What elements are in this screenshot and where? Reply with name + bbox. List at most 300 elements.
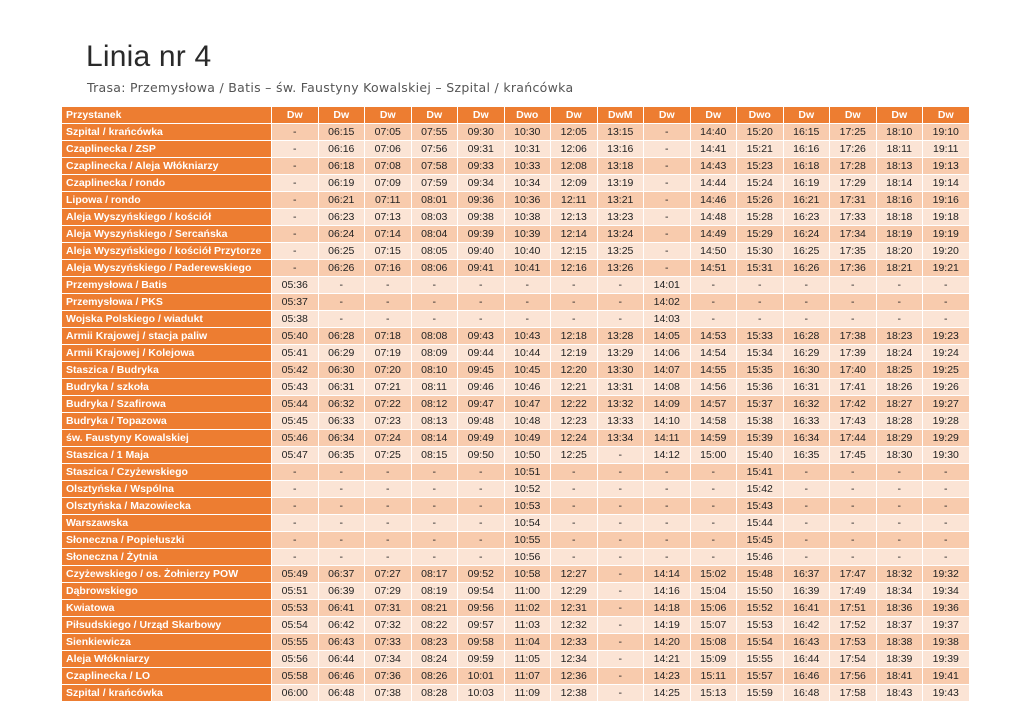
departure-time: 18:43 (876, 685, 923, 702)
departure-time: 17:51 (830, 600, 877, 617)
departure-time: 07:05 (365, 124, 412, 141)
departure-time: 15:53 (737, 617, 784, 634)
departure-time: - (411, 277, 458, 294)
departure-time: - (876, 532, 923, 549)
departure-time: - (272, 481, 319, 498)
departure-time: 07:56 (411, 141, 458, 158)
departure-time: 17:43 (830, 413, 877, 430)
departure-time: 16:35 (783, 447, 830, 464)
departure-time: - (923, 464, 970, 481)
departure-time: 13:32 (597, 396, 644, 413)
departure-time: 09:44 (458, 345, 505, 362)
departure-time: - (644, 226, 691, 243)
departure-time: 18:23 (876, 328, 923, 345)
departure-time: 19:23 (923, 328, 970, 345)
table-row (62, 583, 970, 600)
departure-time: 14:50 (690, 243, 737, 260)
departure-time: 15:57 (737, 668, 784, 685)
departure-time: 10:45 (504, 362, 551, 379)
table-row (62, 277, 970, 294)
departure-time: 07:13 (365, 209, 412, 226)
departure-time: 18:19 (876, 226, 923, 243)
departure-time: - (272, 175, 319, 192)
departure-time: 15:04 (690, 583, 737, 600)
departure-time: 14:10 (644, 413, 691, 430)
departure-time: 18:39 (876, 651, 923, 668)
table-row (62, 226, 970, 243)
departure-time: - (876, 549, 923, 566)
table-row (62, 600, 970, 617)
table-row (62, 566, 970, 583)
departure-time: 09:57 (458, 617, 505, 634)
departure-time: - (644, 175, 691, 192)
departure-time: 15:31 (737, 260, 784, 277)
departure-time: - (597, 481, 644, 498)
departure-time: 07:59 (411, 175, 458, 192)
departure-time: 16:26 (783, 260, 830, 277)
departure-time: 16:37 (783, 566, 830, 583)
departure-time: 15:29 (737, 226, 784, 243)
departure-time: 13:15 (597, 124, 644, 141)
departure-time: - (830, 498, 877, 515)
departure-time: 09:36 (458, 192, 505, 209)
stop-name: Słoneczna / Żytnia (62, 549, 272, 566)
departure-time: 09:56 (458, 600, 505, 617)
departure-time: 14:48 (690, 209, 737, 226)
departure-time: 14:07 (644, 362, 691, 379)
departure-time: 19:39 (923, 651, 970, 668)
departure-time: - (551, 498, 598, 515)
departure-time: 05:36 (272, 277, 319, 294)
departure-time: 11:03 (504, 617, 551, 634)
departure-time: 06:39 (318, 583, 365, 600)
stop-name: Czaplinecka / rondo (62, 175, 272, 192)
departure-time: 07:32 (365, 617, 412, 634)
departure-time: - (923, 515, 970, 532)
departure-time: 11:09 (504, 685, 551, 702)
departure-time: 16:33 (783, 413, 830, 430)
departure-time: 07:20 (365, 362, 412, 379)
departure-time: - (318, 481, 365, 498)
stop-name: Staszica / Czyżewskiego (62, 464, 272, 481)
departure-time: 19:34 (923, 583, 970, 600)
stop-name: Armii Krajowej / stacja paliw (62, 328, 272, 345)
departure-time: - (830, 311, 877, 328)
departure-time: 17:33 (830, 209, 877, 226)
departure-time: 12:15 (551, 243, 598, 260)
departure-time: 17:54 (830, 651, 877, 668)
departure-time: 07:06 (365, 141, 412, 158)
departure-time: - (365, 294, 412, 311)
departure-time: 16:19 (783, 175, 830, 192)
departure-time: 19:14 (923, 175, 970, 192)
departure-time: 17:53 (830, 634, 877, 651)
stop-name: Warszawska (62, 515, 272, 532)
departure-time: 15:26 (737, 192, 784, 209)
departure-time: 15:41 (737, 464, 784, 481)
departure-time: 10:41 (504, 260, 551, 277)
departure-time: - (597, 294, 644, 311)
departure-time: 12:22 (551, 396, 598, 413)
table-row (62, 634, 970, 651)
departure-time: 14:19 (644, 617, 691, 634)
departure-time: - (272, 532, 319, 549)
table-row (62, 294, 970, 311)
departure-time: - (272, 192, 319, 209)
departure-time: - (597, 583, 644, 600)
course-column-header: Dw (830, 107, 877, 124)
stop-name: Aleja Wyszyńskiego / kościół (62, 209, 272, 226)
departure-time: - (551, 464, 598, 481)
departure-time: 19:38 (923, 634, 970, 651)
departure-time: 07:33 (365, 634, 412, 651)
departure-time: 16:48 (783, 685, 830, 702)
departure-time: 16:16 (783, 141, 830, 158)
departure-time: - (597, 311, 644, 328)
departure-time: 08:04 (411, 226, 458, 243)
departure-time: 14:46 (690, 192, 737, 209)
departure-time: 06:31 (318, 379, 365, 396)
departure-time: 09:43 (458, 328, 505, 345)
departure-time: 13:30 (597, 362, 644, 379)
departure-time: 15:48 (737, 566, 784, 583)
departure-time: 14:05 (644, 328, 691, 345)
departure-time: 07:36 (365, 668, 412, 685)
departure-time: 18:13 (876, 158, 923, 175)
departure-time: 07:25 (365, 447, 412, 464)
departure-time: 18:16 (876, 192, 923, 209)
departure-time: 12:34 (551, 651, 598, 668)
departure-time: 07:27 (365, 566, 412, 583)
departure-time: 17:31 (830, 192, 877, 209)
departure-time: 05:45 (272, 413, 319, 430)
departure-time: 15:40 (737, 447, 784, 464)
departure-time: - (597, 566, 644, 583)
departure-time: 14:09 (644, 396, 691, 413)
departure-time: - (597, 634, 644, 651)
departure-time: 08:22 (411, 617, 458, 634)
departure-time: 14:41 (690, 141, 737, 158)
departure-time: 19:43 (923, 685, 970, 702)
departure-time: 15:33 (737, 328, 784, 345)
departure-time: - (644, 481, 691, 498)
course-column-header: Dw (272, 107, 319, 124)
departure-time: 17:44 (830, 430, 877, 447)
departure-time: 08:01 (411, 192, 458, 209)
course-column-header: Dw (365, 107, 412, 124)
departure-time: 19:11 (923, 141, 970, 158)
departure-time: 09:40 (458, 243, 505, 260)
departure-time: 10:48 (504, 413, 551, 430)
departure-time: 17:34 (830, 226, 877, 243)
course-column-header: DwM (597, 107, 644, 124)
departure-time: 18:24 (876, 345, 923, 362)
departure-time: 06:21 (318, 192, 365, 209)
departure-time: 16:46 (783, 668, 830, 685)
departure-time: 10:56 (504, 549, 551, 566)
departure-time: 17:29 (830, 175, 877, 192)
departure-time: 05:53 (272, 600, 319, 617)
departure-time: 13:25 (597, 243, 644, 260)
stop-name: Szpital / krańcówka (62, 124, 272, 141)
departure-time: 19:19 (923, 226, 970, 243)
departure-time: 10:58 (504, 566, 551, 583)
departure-time: - (458, 549, 505, 566)
course-column-header: Dw (458, 107, 505, 124)
departure-time: 12:14 (551, 226, 598, 243)
departure-time: 07:24 (365, 430, 412, 447)
departure-time: - (783, 549, 830, 566)
departure-time: 10:44 (504, 345, 551, 362)
stop-name: Olsztyńska / Mazowiecka (62, 498, 272, 515)
departure-time: - (272, 243, 319, 260)
departure-time: 06:00 (272, 685, 319, 702)
table-row (62, 464, 970, 481)
timetable-body (62, 124, 970, 702)
departure-time: 18:21 (876, 260, 923, 277)
departure-time: - (365, 532, 412, 549)
departure-time: 17:52 (830, 617, 877, 634)
stop-name: Piłsudskiego / Urząd Skarbowy (62, 617, 272, 634)
stop-name: Czyżewskiego / os. Żołnierzy POW (62, 566, 272, 583)
departure-time: 13:24 (597, 226, 644, 243)
departure-time: - (644, 192, 691, 209)
table-row (62, 362, 970, 379)
departure-time: 15:28 (737, 209, 784, 226)
course-column-header: Dw (551, 107, 598, 124)
departure-time: 14:23 (644, 668, 691, 685)
departure-time: 14:53 (690, 328, 737, 345)
timetable-header (62, 107, 970, 124)
departure-time: 15:44 (737, 515, 784, 532)
departure-time: 14:06 (644, 345, 691, 362)
departure-time: 09:33 (458, 158, 505, 175)
stop-name: Dąbrowskiego (62, 583, 272, 600)
departure-time: 07:18 (365, 328, 412, 345)
departure-time: - (830, 532, 877, 549)
departure-time: - (876, 311, 923, 328)
departure-time: 07:08 (365, 158, 412, 175)
departure-time: 15:37 (737, 396, 784, 413)
stop-name: Budryka / Szafirowa (62, 396, 272, 413)
departure-time: 08:10 (411, 362, 458, 379)
departure-time: 07:31 (365, 600, 412, 617)
departure-time: - (318, 311, 365, 328)
departure-time: 15:46 (737, 549, 784, 566)
departure-time: 07:21 (365, 379, 412, 396)
table-row (62, 209, 970, 226)
departure-time: - (551, 277, 598, 294)
departure-time: 13:26 (597, 260, 644, 277)
departure-time: - (365, 311, 412, 328)
departure-time: - (644, 260, 691, 277)
departure-time: - (644, 141, 691, 158)
departure-time: 07:11 (365, 192, 412, 209)
departure-time: 12:31 (551, 600, 598, 617)
departure-time: 15:35 (737, 362, 784, 379)
departure-time: - (318, 277, 365, 294)
departure-time: 15:00 (690, 447, 737, 464)
departure-time: 13:29 (597, 345, 644, 362)
departure-time: 07:16 (365, 260, 412, 277)
departure-time: 12:32 (551, 617, 598, 634)
stop-name: Armii Krajowej / Kolejowa (62, 345, 272, 362)
departure-time: 11:07 (504, 668, 551, 685)
departure-time: 15:07 (690, 617, 737, 634)
departure-time: 12:36 (551, 668, 598, 685)
departure-time: 06:15 (318, 124, 365, 141)
departure-time: 13:33 (597, 413, 644, 430)
departure-time: - (365, 498, 412, 515)
departure-time: - (923, 498, 970, 515)
departure-time: - (458, 481, 505, 498)
departure-time: - (597, 617, 644, 634)
departure-time: - (690, 311, 737, 328)
departure-time: 14:58 (690, 413, 737, 430)
departure-time: 05:43 (272, 379, 319, 396)
departure-time: - (597, 685, 644, 702)
departure-time: 05:49 (272, 566, 319, 583)
departure-time: 05:38 (272, 311, 319, 328)
departure-time: - (458, 311, 505, 328)
departure-time: 10:30 (504, 124, 551, 141)
departure-time: 10:55 (504, 532, 551, 549)
departure-time: 16:24 (783, 226, 830, 243)
departure-time: - (272, 226, 319, 243)
departure-time: 06:42 (318, 617, 365, 634)
departure-time: - (597, 277, 644, 294)
departure-time: 17:26 (830, 141, 877, 158)
departure-time: - (876, 464, 923, 481)
departure-time: 05:51 (272, 583, 319, 600)
departure-time: - (690, 549, 737, 566)
departure-time: 10:33 (504, 158, 551, 175)
departure-time: - (690, 277, 737, 294)
departure-time: 15:30 (737, 243, 784, 260)
course-column-header: Dw (644, 107, 691, 124)
stop-column-header: Przystanek (62, 107, 272, 124)
timetable (61, 106, 970, 702)
departure-time: 09:47 (458, 396, 505, 413)
departure-time: 18:10 (876, 124, 923, 141)
stop-name: Budryka / Topazowa (62, 413, 272, 430)
departure-time: 17:58 (830, 685, 877, 702)
stop-name: Słoneczna / Popiełuszki (62, 532, 272, 549)
departure-time: - (318, 294, 365, 311)
departure-time: - (597, 668, 644, 685)
departure-time: 18:18 (876, 209, 923, 226)
departure-time: 13:31 (597, 379, 644, 396)
departure-time: - (830, 549, 877, 566)
departure-time: 15:34 (737, 345, 784, 362)
departure-time: - (923, 294, 970, 311)
departure-time: 06:23 (318, 209, 365, 226)
departure-time: 16:31 (783, 379, 830, 396)
table-row (62, 447, 970, 464)
departure-time: 15:54 (737, 634, 784, 651)
departure-time: 16:39 (783, 583, 830, 600)
departure-time: - (411, 498, 458, 515)
stop-name: św. Faustyny Kowalskiej (62, 430, 272, 447)
departure-time: 19:16 (923, 192, 970, 209)
departure-time: 12:16 (551, 260, 598, 277)
departure-time: 18:41 (876, 668, 923, 685)
departure-time: 16:28 (783, 328, 830, 345)
departure-time: 18:30 (876, 447, 923, 464)
departure-time: 18:28 (876, 413, 923, 430)
departure-time: 14:59 (690, 430, 737, 447)
table-row (62, 345, 970, 362)
departure-time: - (644, 515, 691, 532)
departure-time: 11:00 (504, 583, 551, 600)
departure-time: 08:15 (411, 447, 458, 464)
departure-time: - (597, 600, 644, 617)
departure-time: 06:32 (318, 396, 365, 413)
departure-time: 15:09 (690, 651, 737, 668)
departure-time: - (551, 481, 598, 498)
table-row (62, 379, 970, 396)
departure-time: 12:25 (551, 447, 598, 464)
departure-time: - (318, 532, 365, 549)
departure-time: 07:29 (365, 583, 412, 600)
header-row (62, 107, 970, 124)
departure-time: - (690, 481, 737, 498)
departure-time: - (411, 481, 458, 498)
departure-time: 14:44 (690, 175, 737, 192)
departure-time: 15:38 (737, 413, 784, 430)
departure-time: 18:36 (876, 600, 923, 617)
departure-time: 08:17 (411, 566, 458, 583)
departure-time: 12:05 (551, 124, 598, 141)
departure-time: - (783, 481, 830, 498)
departure-time: 14:21 (644, 651, 691, 668)
departure-time: 08:08 (411, 328, 458, 345)
departure-time: 08:19 (411, 583, 458, 600)
departure-time: 06:28 (318, 328, 365, 345)
departure-time: 08:06 (411, 260, 458, 277)
departure-time: 06:30 (318, 362, 365, 379)
departure-time: 18:27 (876, 396, 923, 413)
departure-time: 17:28 (830, 158, 877, 175)
departure-time: 19:13 (923, 158, 970, 175)
departure-time: 13:18 (597, 158, 644, 175)
departure-time: 17:40 (830, 362, 877, 379)
departure-time: 15:45 (737, 532, 784, 549)
departure-time: 14:11 (644, 430, 691, 447)
departure-time: 15:08 (690, 634, 737, 651)
stop-name: Czaplinecka / Aleja Włókniarzy (62, 158, 272, 175)
departure-time: 19:18 (923, 209, 970, 226)
departure-time: - (783, 277, 830, 294)
departure-time: - (458, 464, 505, 481)
departure-time: - (365, 549, 412, 566)
departure-time: - (365, 481, 412, 498)
departure-time: 12:08 (551, 158, 598, 175)
departure-time: 17:47 (830, 566, 877, 583)
departure-time: 10:36 (504, 192, 551, 209)
departure-time: 12:23 (551, 413, 598, 430)
departure-time: - (504, 294, 551, 311)
course-column-header: Dwo (504, 107, 551, 124)
departure-time: - (830, 294, 877, 311)
departure-time: - (876, 294, 923, 311)
departure-time: - (411, 532, 458, 549)
departure-time: - (365, 464, 412, 481)
table-row (62, 532, 970, 549)
departure-time: 11:04 (504, 634, 551, 651)
stop-name: Przemysłowa / Batis (62, 277, 272, 294)
departure-time: 12:19 (551, 345, 598, 362)
